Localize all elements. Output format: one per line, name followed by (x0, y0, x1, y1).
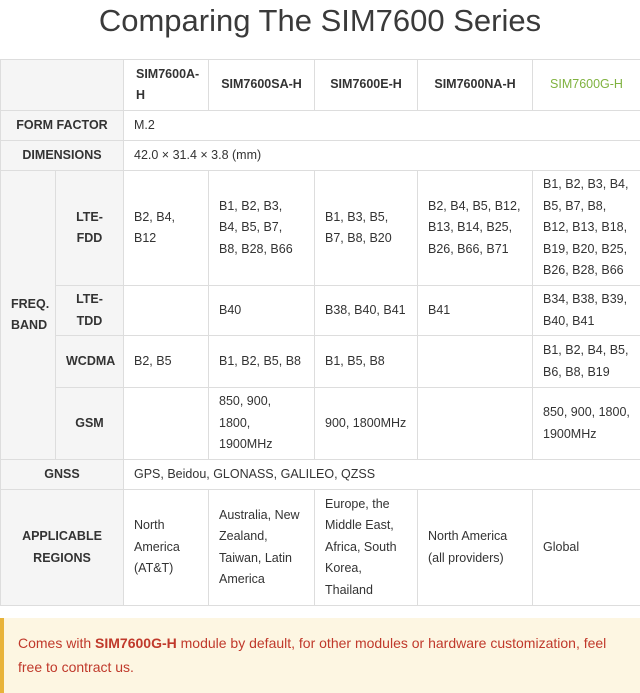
lte-tdd-sim7600a-h (124, 286, 209, 336)
dimensions-value: 42.0 × 31.4 × 3.8 (mm) (124, 141, 640, 171)
column-header-sim7600a-h: SIM7600A-H (124, 60, 209, 111)
lte-fdd-sim7600a-h: B2, B4, B12 (124, 171, 209, 286)
notice-prefix: Comes with (18, 635, 96, 651)
row-label-freq-band: FREQ. BAND (1, 171, 56, 460)
column-header-sim7600g-h: SIM7600G-H (533, 60, 640, 111)
regions-sim7600e-h: Europe, the Middle East, Africa, South Korea, Thailand (315, 490, 418, 606)
gsm-sim7600na-h (418, 388, 533, 460)
lte-tdd-sim7600e-h: B38, B40, B41 (315, 286, 418, 336)
gsm-sim7600a-h (124, 388, 209, 460)
table-header-row (1, 60, 640, 111)
table-row-lte-tdd (1, 286, 640, 336)
table-row-gsm (1, 388, 640, 460)
lte-tdd-sim7600na-h: B41 (418, 286, 533, 336)
wcdma-sim7600e-h: B1, B5, B8 (315, 336, 418, 388)
lte-fdd-sim7600na-h: B2, B4, B5, B12, B13, B14, B25, B26, B66, B71 (418, 171, 533, 286)
table-row-regions (1, 490, 640, 606)
table-row-form-factor (1, 111, 640, 141)
row-label-lte-fdd: LTE-FDD (56, 171, 124, 286)
row-label-gnss: GNSS (1, 460, 124, 490)
column-header-sim7600sa-h: SIM7600SA-H (209, 60, 315, 111)
table-row-lte-fdd (1, 171, 640, 286)
regions-sim7600na-h: North America (all providers) (418, 490, 533, 606)
regions-sim7600a-h: North America (AT&T) (124, 490, 209, 606)
lte-tdd-sim7600sa-h: B40 (209, 286, 315, 336)
row-label-gsm: GSM (56, 388, 124, 460)
row-label-lte-tdd: LTE-TDD (56, 286, 124, 336)
regions-sim7600g-h: Global (533, 490, 640, 606)
column-header-sim7600e-h: SIM7600E-H (315, 60, 418, 111)
lte-fdd-sim7600sa-h: B1, B2, B3, B4, B5, B7, B8, B28, B66 (209, 171, 315, 286)
gsm-sim7600sa-h: 850, 900, 1800, 1900MHz (209, 388, 315, 460)
table-row-dimensions (1, 141, 640, 171)
table-row-wcdma (1, 336, 640, 388)
lte-fdd-sim7600g-h: B1, B2, B3, B4, B5, B7, B8, B12, B13, B18, B19, B20, B25, B26, B28, B66 (533, 171, 640, 286)
row-label-wcdma: WCDMA (56, 336, 124, 388)
comparison-table (0, 59, 640, 606)
column-header-sim7600na-h: SIM7600NA-H (418, 60, 533, 111)
page-title: Comparing The SIM7600 Series (98, 3, 542, 38)
row-label-applicable-regions: APPLICABLE REGIONS (1, 490, 124, 606)
gsm-sim7600e-h: 900, 1800MHz (315, 388, 418, 460)
regions-sim7600sa-h: Australia, New Zealand, Taiwan, Latin America (209, 490, 315, 606)
lte-tdd-sim7600g-h: B34, B38, B39, B40, B41 (533, 286, 640, 336)
form-factor-value: M.2 (124, 111, 640, 141)
header-corner-cell (1, 60, 124, 111)
wcdma-sim7600na-h (418, 336, 533, 388)
row-label-form-factor: FORM FACTOR (1, 111, 124, 141)
notice-box (0, 618, 640, 693)
lte-fdd-sim7600e-h: B1, B3, B5, B7, B8, B20 (315, 171, 418, 286)
notice-suffix: module by default, for other modules or hardware customization, feel free to contract us. (18, 635, 607, 675)
notice-module-highlight: SIM7600G-H (95, 635, 177, 651)
wcdma-sim7600sa-h: B1, B2, B5, B8 (209, 336, 315, 388)
row-label-dimensions: DIMENSIONS (1, 141, 124, 171)
gsm-sim7600g-h: 850, 900, 1800, 1900MHz (533, 388, 640, 460)
table-row-gnss (1, 460, 640, 490)
gnss-value: GPS, Beidou, GLONASS, GALILEO, QZSS (124, 460, 640, 490)
wcdma-sim7600a-h: B2, B5 (124, 336, 209, 388)
wcdma-sim7600g-h: B1, B2, B4, B5, B6, B8, B19 (533, 336, 640, 388)
